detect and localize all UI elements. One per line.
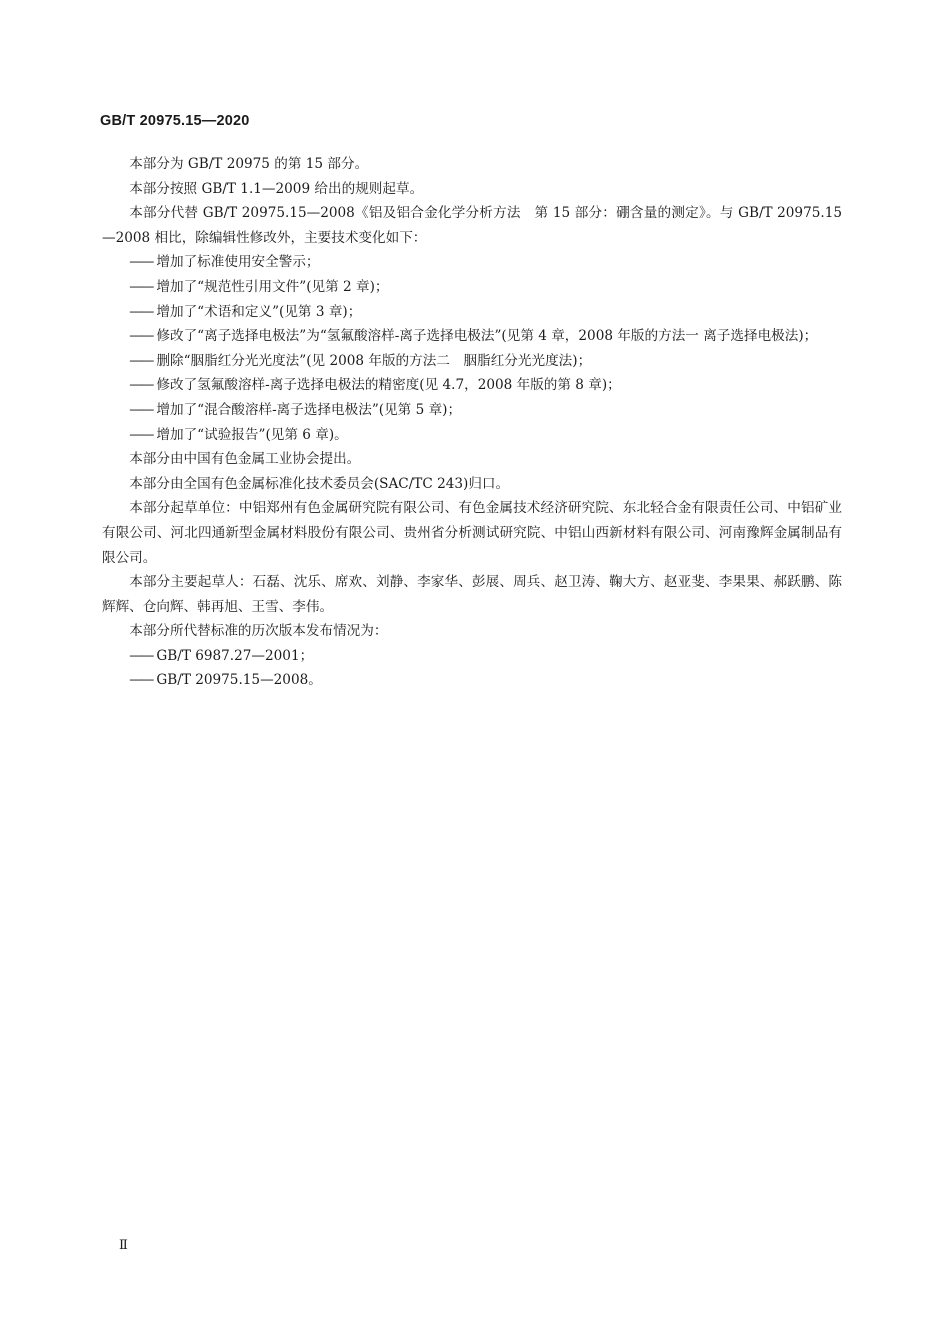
dash-marker: ——	[129, 352, 153, 369]
list-item: —— 增加了“术语和定义”(见第 3 章)；	[102, 300, 842, 325]
paragraph-drafting-units: 本部分起草单位：中铝郑州有色金属研究院有限公司、有色金属技术经济研究院、东北轻合金有限责任公司、中铝矿业有限公司、河北四通新型金属材料股份有限公司、贵州省分析测试研究院、中铝山西新材料有限公司、河南豫辉金属制品有限公司。	[102, 500, 842, 566]
foreword-body	[102, 152, 842, 693]
paragraph-proposed-by: 本部分由中国有色金属工业协会提出。	[129, 451, 361, 468]
list-item: —— 增加了标准使用安全警示；	[102, 250, 842, 275]
paragraph-main-drafters: 本部分主要起草人：石磊、沈乐、席欢、刘静、李家华、彭展、周兵、赵卫涛、鞠大方、赵亚斐、李果果、郝跃鹏、陈辉辉、仓向辉、韩再旭、王雪、李伟。	[102, 574, 842, 615]
list-item: —— GB/T 6987.27—2001；	[102, 644, 842, 669]
list-item: —— GB/T 20975.15—2008。	[102, 668, 842, 693]
list-item: —— 修改了氢氟酸溶样-离子选择电极法的精密度(见 4.7，2008 年版的第 8 章)；	[102, 373, 842, 398]
paragraph-history-intro: 本部分所代替标准的历次版本发布情况为：	[129, 623, 388, 640]
history-list	[102, 644, 842, 693]
paragraph-part-of: 本部分为 GB/T 20975 的第 15 部分。	[129, 156, 369, 172]
dash-marker: ——	[129, 426, 153, 443]
list-item: —— 增加了“试验报告”(见第 6 章)。	[102, 423, 842, 448]
dash-marker: ——	[129, 401, 153, 418]
dash-marker: ——	[129, 672, 153, 689]
dash-marker: ——	[129, 328, 153, 345]
paragraph-drafting-rules: 本部分按照 GB/T 1.1—2009 给出的规则起草。	[129, 180, 424, 197]
page-number: Ⅱ	[119, 1238, 128, 1253]
list-item: —— 增加了“规范性引用文件”(见第 2 章)；	[102, 275, 842, 300]
list-item: —— 增加了“混合酸溶样-离子选择电极法”(见第 5 章)；	[102, 398, 842, 423]
dash-marker: ——	[129, 254, 153, 271]
dash-marker: ——	[129, 377, 153, 394]
list-item: —— 删除“胭脂红分光光度法”(见 2008 年版的方法二 胭脂红分光光度法)；	[102, 349, 842, 374]
list-item: —— 修改了“离子选择电极法”为“氢氟酸溶样-离子选择电极法”(见第 4 章，2008 年版的方法一 离子选择电极法)；	[102, 324, 842, 349]
dash-marker: ——	[129, 303, 153, 320]
dash-marker: ——	[129, 278, 153, 295]
paragraph-under-jurisdiction: 本部分由全国有色金属标准化技术委员会(SAC/TC 243)归口。	[129, 475, 510, 492]
paragraph-replaces: 本部分代替 GB/T 20975.15—2008《铝及铝合金化学分析方法 第 15 部分：硼含量的测定》。与 GB/T 20975.15—2008 相比，除编辑性修改外，主要技术变化如下：	[102, 205, 842, 246]
dash-marker: ——	[129, 647, 153, 664]
standard-code-header: GB/T 20975.15—2020	[100, 113, 250, 129]
changes-list	[102, 250, 842, 447]
